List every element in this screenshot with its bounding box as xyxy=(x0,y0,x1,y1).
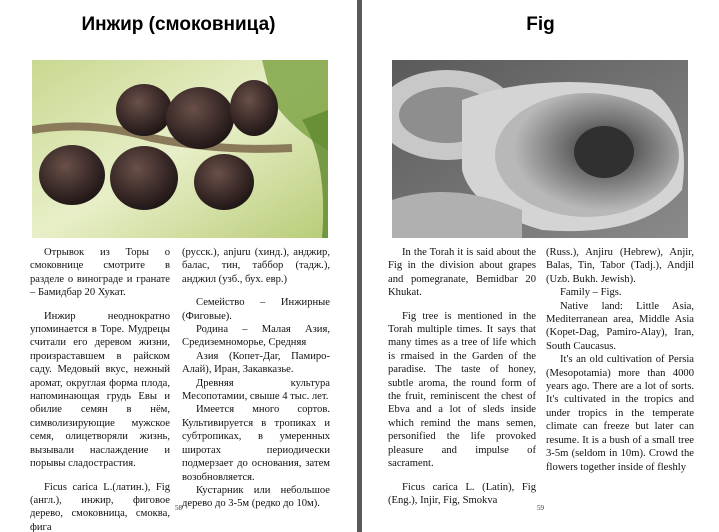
english-text-column-1 xyxy=(388,246,536,517)
paragraph: Отрывок из Торы о смоковнице смотрите в разделе о винограде и гранате – Бамидбар 20 Хукат. xyxy=(30,247,170,299)
paragraph: Семейство – Инжирные (Фиговые). xyxy=(182,297,330,322)
paragraph: (Russ.), Anjiru (Hebrew), Anjir, Balas, Tin, Tabor (Tadj.), Andjil (Uzb. Bukh. Jewish). xyxy=(546,247,694,285)
paragraph: Инжир неоднократно упоминается в Торе. Мудрецы считали его деревом жизни, произраставшем в райском саду. Медовый вкус, нежный аромат, округлая форма плода, напоминающая грудь Евы и обилие семян в нём, символизирующие мужское семя, олицетворяли жизнь, вызывали наслаждение и порывы сладострастия. xyxy=(30,310,170,470)
fig-cross-section-photo xyxy=(392,60,688,238)
page-title-english: Fig xyxy=(526,14,555,35)
english-text-column-2 xyxy=(546,246,694,474)
paragraph: Кустарник или небольшое дерево до 3-5м (редко до 10м). xyxy=(182,484,330,510)
fig-fruit-photo xyxy=(32,60,328,238)
fig-halves-illustration xyxy=(392,60,688,238)
paragraph: Ficus carica L. (Latin), Fig (Eng.), Injir, Fig, Smokva xyxy=(388,481,536,506)
paragraph: Имеется много сортов. Культивируется в тропиках и субтропиках, в умеренных широтах периодически подмерзает до основания, затем возобновляется. xyxy=(182,404,330,483)
russian-text-column-1 xyxy=(30,246,170,532)
paragraph: Древняя культура Месопотамии, свыше 4 тыс. лет. xyxy=(182,377,330,403)
paragraph: It's an old cultivation of Persia (Mesopotamia) more than 4000 years ago. There are a lot of sorts. It's cultivated in the tropics and under tropics in the temperate climate can freeze but later can resume. It is a bush of a small tree 3-5m (seldom in 10m). Crowd the flowers together inside of fleshly xyxy=(546,354,694,473)
paragraph: Native land: Little Asia, Mediterranean area, Middle Asia (Kopet-Dag, Pamiro-Alay), Iran, South Caucasus. xyxy=(546,300,694,352)
paragraph: In the Torah it is said about the Fig in the division about grapes and pomegranate, Bemidbar 20 Khukat. xyxy=(388,247,536,299)
fig-branch-illustration xyxy=(32,60,328,238)
russian-text-column-2 xyxy=(182,246,330,511)
paragraph: Fig tree is mentioned in the Torah multiple times. It says that many times as a tree of life which is rmaised in the Garden of the paradise. The taste of honey, subtle aroma, the round form of the fruit, reminiscent the chest of Ebva and a lot of sleds inside which remind the mans semen, personified the life provoked pleasure and impulse of sacrament. xyxy=(388,310,536,470)
page-title-russian: Инжир (смоковница) xyxy=(81,14,276,35)
paragraph: Family – Figs. xyxy=(560,287,622,299)
paragraph: Азия (Копет-Даг, Памиро-Алай), Иран, Закавказье. xyxy=(182,350,330,376)
page-number: 59 xyxy=(537,504,544,512)
page-number: 58 xyxy=(175,504,182,512)
paragraph: Ficus carica L.(латин.), Fig (англ.), инжир, фиговое дерево, смоковница, смоква, фига xyxy=(30,481,170,532)
right-page xyxy=(362,0,719,532)
paragraph: (русск.), anjuru (хинд.), анджир, балас, тин, таббор (тадж.), анджил (узб., бух. евр.) xyxy=(182,247,330,285)
paragraph: Родина – Малая Азия, Средиземноморье, Средняя xyxy=(182,324,330,349)
left-page xyxy=(0,0,357,532)
